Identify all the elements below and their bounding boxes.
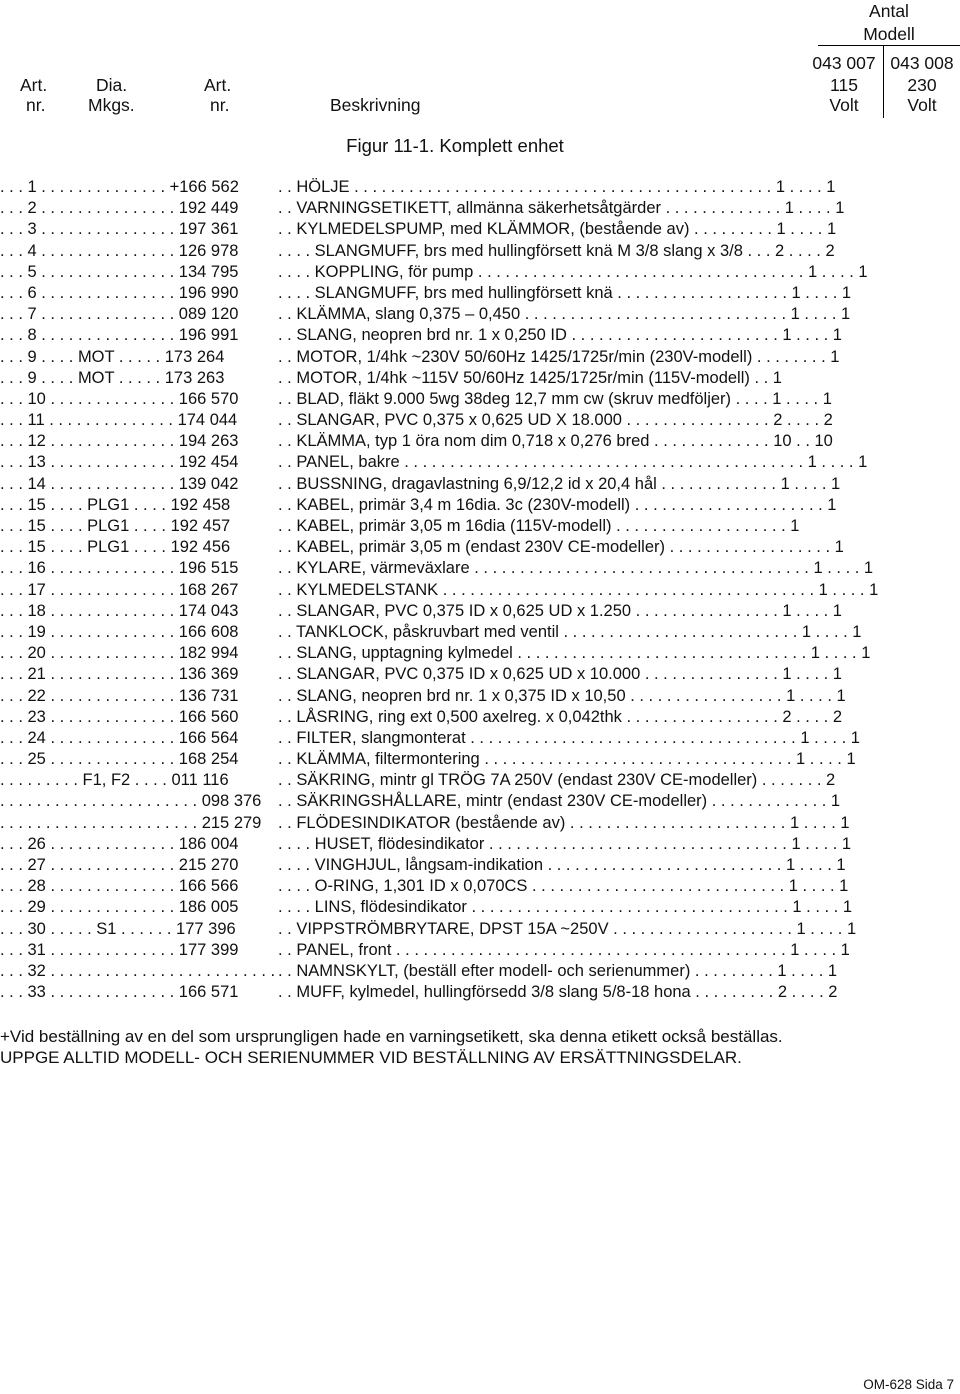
header-art2-line2: nr. — [210, 95, 230, 115]
part-number-cell: . . . 15 . . . . PLG1 . . . . 192 458 — [0, 495, 231, 514]
description-cell: . . SÄKRING, mintr gl TRÖG 7A 250V (endast 230V CE-modeller) . . . . . . . 2 — [278, 771, 836, 790]
part-number-cell: . . . 32 . . . . . . . . . . . . . . . . . . . . . . . . . — [0, 961, 276, 980]
table-row — [0, 452, 960, 473]
part-number-cell: . . . 5 . . . . . . . . . . . . . . . 134 795 — [0, 262, 239, 281]
table-row — [0, 813, 960, 834]
part-number-cell: . . . 7 . . . . . . . . . . . . . . . 089 120 — [0, 305, 239, 324]
description-cell: . . KABEL, primär 3,4 m 16dia. 3c (230V-modell) . . . . . . . . . . . . . . . . . . . . . 1 — [278, 495, 837, 514]
part-number-cell: . . . 14 . . . . . . . . . . . . . . 139 042 — [0, 474, 239, 493]
description-cell: . . SLANG, upptagning kylmedel . . . . . . . . . . . . . . . . . . . . . . . . . . . . . . . . 1 . . . . 1 — [278, 644, 871, 663]
table-row — [0, 961, 960, 982]
part-number-cell: . . . 33 . . . . . . . . . . . . . . 166 571 — [0, 983, 239, 1002]
part-number-cell: . . . 21 . . . . . . . . . . . . . . 136 369 — [0, 665, 239, 684]
table-row — [0, 177, 960, 198]
part-number-cell: . . . 2 . . . . . . . . . . . . . . . 192 449 — [0, 199, 239, 218]
part-number-cell: . . . 6 . . . . . . . . . . . . . . . 196 990 — [0, 283, 239, 302]
table-row — [0, 940, 960, 961]
header-dia-line2: Mkgs. — [88, 95, 135, 115]
table-row — [0, 389, 960, 410]
part-number-cell: . . . . . . . . . . . . . . . . . . . . . . 098 376 — [0, 792, 262, 811]
table-row — [0, 770, 960, 791]
description-cell: . . KABEL, primär 3,05 m (endast 230V CE-modeller) . . . . . . . . . . . . . . . . . . 1 — [278, 538, 844, 557]
description-cell: . . SLANGAR, PVC 0,375 ID x 0,625 UD x 1.250 . . . . . . . . . . . . . . . . 1 . . . . 1 — [278, 601, 842, 620]
description-cell: . . PANEL, bakre . . . . . . . . . . . . . . . . . . . . . . . . . . . . . . . . . . . . . . . . . . . . 1 . . . . 1 — [278, 453, 868, 472]
description-cell: . . FLÖDESINDIKATOR (bestående av) . . . . . . . . . . . . . . . . . . . . . . . . 1 . . . . 1 — [278, 813, 850, 832]
part-number-cell: . . . 9 . . . . MOT . . . . . 173 263 — [0, 368, 225, 387]
description-cell: . . KYLMEDELSPUMP, med KLÄMMOR, (bestående av) . . . . . . . . . 1 . . . . 1 — [278, 220, 837, 239]
part-number-cell: . . . 19 . . . . . . . . . . . . . . 166 608 — [0, 622, 239, 641]
header-art-nr-line2: nr. — [26, 95, 46, 115]
description-cell: . . . . LINS, flödesindikator . . . . . . . . . . . . . . . . . . . . . . . . . . . . . . . . . . . 1 . . . . 1 — [278, 898, 853, 917]
table-row — [0, 474, 960, 495]
description-cell: . . . . VINGHJUL, långsam-indikation . . . . . . . . . . . . . . . . . . . . . . . . . . 1 . . . . 1 — [278, 856, 846, 874]
part-number-cell: . . . 29 . . . . . . . . . . . . . . 186 005 — [0, 898, 239, 917]
description-cell: . . KLÄMMA, filtermontering . . . . . . . . . . . . . . . . . . . . . . . . . . . . . . . . . . 1 . . . . 1 — [278, 750, 856, 769]
table-row — [0, 876, 960, 897]
part-number-cell: . . . 24 . . . . . . . . . . . . . . 166 564 — [0, 728, 239, 747]
table-row — [0, 431, 960, 452]
header-divider-horizontal — [818, 45, 960, 46]
description-cell: . . TANKLOCK, påskruvbart med ventil . . . . . . . . . . . . . . . . . . . . . . . . . . 1 . . . . 1 — [278, 622, 862, 641]
part-number-cell: . . . . . . . . . F1, F2 . . . . 011 116 — [0, 771, 229, 790]
description-cell: . . . . O-RING, 1,301 ID x 0,070CS . . . . . . . . . . . . . . . . . . . . . . . . . . . . 1 . . . . 1 — [278, 877, 849, 896]
description-cell: . . BLAD, fläkt 9.000 5wg 38deg 12,7 mm cw (skruv medföljer) . . . . 1 . . . . 1 — [278, 389, 832, 408]
table-row — [0, 791, 960, 812]
table-row — [0, 262, 960, 283]
part-number-cell: . . . 10 . . . . . . . . . . . . . . 166 570 — [0, 389, 239, 408]
description-cell: . . MOTOR, 1/4hk ~230V 50/60Hz 1425/1725r/min (230V-modell) . . . . . . . . 1 — [278, 347, 840, 366]
table-row — [0, 728, 960, 749]
table-row — [0, 558, 960, 579]
description-cell: . . . . SLANGMUFF, brs med hullingförsett knä . . . . . . . . . . . . . . . . . . . 1 . . . . 1 — [278, 283, 852, 302]
description-cell: . . PANEL, front . . . . . . . . . . . . . . . . . . . . . . . . . . . . . . . . . . . . . . . . . . . 1 . . . . 1 — [278, 940, 850, 959]
table-row — [0, 198, 960, 219]
header-beskrivning: Beskrivning — [330, 95, 421, 115]
description-cell: . . . . SLANGMUFF, brs med hullingförsett knä M 3/8 slang x 3/8 . . . 2 . . . . 2 — [278, 241, 835, 260]
description-cell: . . MUFF, kylmedel, hullingförsedd 3/8 slang 5/8-18 hona . . . . . . . . . 2 . . . . 2 — [278, 983, 838, 1002]
table-row — [0, 855, 960, 876]
figure-title: Figur 11-1. Komplett enhet — [346, 135, 564, 156]
table-row — [0, 664, 960, 685]
table-row — [0, 622, 960, 643]
part-number-cell: . . . 1 . . . . . . . . . . . . . . +166 562 — [0, 178, 239, 196]
description-cell: . . BUSSNING, dragavlastning 6,9/12,2 id x 20,4 hål . . . . . . . . . . . . . 1 . . . . 1 — [278, 474, 841, 493]
part-number-cell: . . . 16 . . . . . . . . . . . . . . 196 515 — [0, 559, 239, 578]
description-cell: . . VIPPSTRÖMBRYTARE, DPST 15A ~250V . . . . . . . . . . . . . . . . . . . . 1 . . . . 1 — [278, 919, 857, 938]
description-cell: . . SÄKRINGSHÅLLARE, mintr (endast 230V CE-modeller) . . . . . . . . . . . . . 1 — [278, 792, 841, 811]
part-number-cell: . . . 18 . . . . . . . . . . . . . . 174 043 — [0, 601, 239, 620]
part-number-cell: . . . 28 . . . . . . . . . . . . . . 166 566 — [0, 877, 239, 896]
part-number-cell: . . . 15 . . . . PLG1 . . . . 192 457 — [0, 517, 231, 535]
header-model-b-code: 043 008 — [890, 53, 954, 73]
header-modell: Modell — [863, 24, 915, 44]
description-cell: . . HÖLJE . . . . . . . . . . . . . . . . . . . . . . . . . . . . . . . . . . . . . . . . . . . . . . 1 . . . . 1 — [278, 178, 836, 196]
description-cell: . . SLANG, neopren brd nr. 1 x 0,250 ID . . . . . . . . . . . . . . . . . . . . . . . 1 . . . . 1 — [278, 326, 842, 345]
header-model-a-voltage: 115 — [830, 75, 858, 95]
header-model-b-unit: Volt — [907, 95, 937, 115]
table-row — [0, 347, 960, 368]
part-number-cell: . . . 26 . . . . . . . . . . . . . . 186 004 — [0, 834, 239, 853]
table-row — [0, 919, 960, 940]
note-warning-label: +Vid beställning av en del som ursprungligen hade en varningsetikett, ska denna etikett också beställas. — [0, 1027, 783, 1046]
description-cell: . . . . HUSET, flödesindikator . . . . . . . . . . . . . . . . . . . . . . . . . . . . . . . . . 1 . . . . 1 — [278, 834, 852, 853]
table-row — [0, 982, 960, 1003]
part-number-cell: . . . 4 . . . . . . . . . . . . . . . 126 978 — [0, 241, 239, 260]
part-number-cell: . . . 9 . . . . MOT . . . . . 173 264 — [0, 347, 225, 366]
table-row — [0, 707, 960, 728]
description-cell: . . KYLARE, värmeväxlare . . . . . . . . . . . . . . . . . . . . . . . . . . . . . . . . . . . . . 1 . . . . 1 — [278, 559, 874, 578]
table-row — [0, 580, 960, 601]
part-number-cell: . . . 23 . . . . . . . . . . . . . . 166 560 — [0, 707, 239, 726]
table-row — [0, 219, 960, 240]
description-cell: . . KLÄMMA, typ 1 öra nom dim 0,718 x 0,276 bred . . . . . . . . . . . . . 10 . . 10 — [278, 432, 833, 451]
header-antal: Antal — [869, 1, 909, 21]
table-row — [0, 410, 960, 431]
description-cell: . . NAMNSKYLT, (beställ efter modell- och serienummer) . . . . . . . . . 1 . . . . 1 — [278, 961, 838, 980]
description-cell: . . . . KOPPLING, för pump . . . . . . . . . . . . . . . . . . . . . . . . . . . . . . . . . . . . 1 . . . . 1 — [278, 262, 868, 281]
part-number-cell: . . . 12 . . . . . . . . . . . . . . 194 263 — [0, 432, 239, 451]
part-number-cell: . . . 20 . . . . . . . . . . . . . . 182 994 — [0, 644, 239, 663]
part-number-cell: . . . 13 . . . . . . . . . . . . . . 192 454 — [0, 453, 239, 472]
part-number-cell: . . . 11 . . . . . . . . . . . . . . 174 044 — [0, 411, 238, 430]
part-number-cell: . . . 25 . . . . . . . . . . . . . . 168 254 — [0, 750, 239, 769]
part-number-cell: . . . 30 . . . . . S1 . . . . . . 177 396 — [0, 919, 236, 938]
header-art-nr-line1: Art. — [20, 75, 48, 95]
table-row — [0, 495, 960, 516]
table-row — [0, 283, 960, 304]
description-cell: . . MOTOR, 1/4hk ~115V 50/60Hz 1425/1725r/min (115V-modell) . . 1 — [278, 368, 782, 387]
part-number-cell: . . . 22 . . . . . . . . . . . . . . 136 731 — [0, 686, 239, 705]
header-art2-line1: Art. — [204, 75, 232, 95]
part-number-cell: . . . 31 . . . . . . . . . . . . . . 177 399 — [0, 940, 239, 959]
note-model-serial: UPPGE ALLTID MODELL- OCH SERIENUMMER VID BESTÄLLNING AV ERSÄTTNINGSDELAR. — [0, 1048, 742, 1067]
header-model-b-voltage: 230 — [907, 75, 937, 95]
description-cell: . . KABEL, primär 3,05 m 16dia (115V-modell) . . . . . . . . . . . . . . . . . . . 1 — [278, 517, 800, 535]
header-divider-vertical — [883, 46, 884, 118]
description-cell: . . LÅSRING, ring ext 0,500 axelreg. x 0,042thk . . . . . . . . . . . . . . . . . 2 . . . . 2 — [278, 707, 842, 726]
part-number-cell: . . . 17 . . . . . . . . . . . . . . 168 267 — [0, 580, 239, 599]
table-row — [0, 643, 960, 664]
table-row — [0, 897, 960, 918]
header-model-a-unit: Volt — [829, 95, 859, 115]
table-row — [0, 601, 960, 622]
table-row — [0, 537, 960, 558]
page-number: OM-628 Sida 7 — [863, 1377, 954, 1392]
description-cell: . . SLANGAR, PVC 0,375 x 0,625 UD X 18.000 . . . . . . . . . . . . . . . . 2 . . . . 2 — [278, 411, 833, 430]
table-row — [0, 834, 960, 855]
header-model-a-code: 043 007 — [812, 53, 876, 73]
part-number-cell: . . . 3 . . . . . . . . . . . . . . . 197 361 — [0, 220, 239, 239]
table-row — [0, 686, 960, 707]
description-cell: . . KYLMEDELSTANK . . . . . . . . . . . . . . . . . . . . . . . . . . . . . . . . . . . . . . . . . 1 . . . . 1 — [278, 580, 879, 599]
part-number-cell: . . . . . . . . . . . . . . . . . . . . . . 215 279 — [0, 813, 262, 832]
part-number-cell: . . . 8 . . . . . . . . . . . . . . . 196 991 — [0, 326, 239, 345]
description-cell: . . VARNINGSETIKETT, allmänna säkerhetsåtgärder . . . . . . . . . . . . . 1 . . . . 1 — [278, 199, 845, 218]
description-cell: . . SLANGAR, PVC 0,375 ID x 0,625 UD x 10.000 . . . . . . . . . . . . . . . 1 . . . . 1 — [278, 665, 842, 684]
description-cell: . . KLÄMMA, slang 0,375 – 0,450 . . . . . . . . . . . . . . . . . . . . . . . . . . . . . 1 . . . . 1 — [278, 305, 851, 324]
table-row — [0, 325, 960, 346]
table-row — [0, 241, 960, 262]
description-cell: . . FILTER, slangmonterat . . . . . . . . . . . . . . . . . . . . . . . . . . . . . . . . . . . . 1 . . . . 1 — [278, 728, 860, 747]
table-row — [0, 749, 960, 770]
table-row — [0, 516, 960, 537]
description-cell: . . SLANG, neopren brd nr. 1 x 0,375 ID x 10,50 . . . . . . . . . . . . . . . . . 1 . . . . 1 — [278, 686, 846, 705]
header-dia-line1: Dia. — [96, 75, 128, 95]
part-number-cell: . . . 15 . . . . PLG1 . . . . 192 456 — [0, 538, 231, 557]
part-number-cell: . . . 27 . . . . . . . . . . . . . . 215 270 — [0, 856, 239, 874]
table-row — [0, 304, 960, 325]
parts-list — [0, 177, 960, 1003]
table-row — [0, 368, 960, 389]
